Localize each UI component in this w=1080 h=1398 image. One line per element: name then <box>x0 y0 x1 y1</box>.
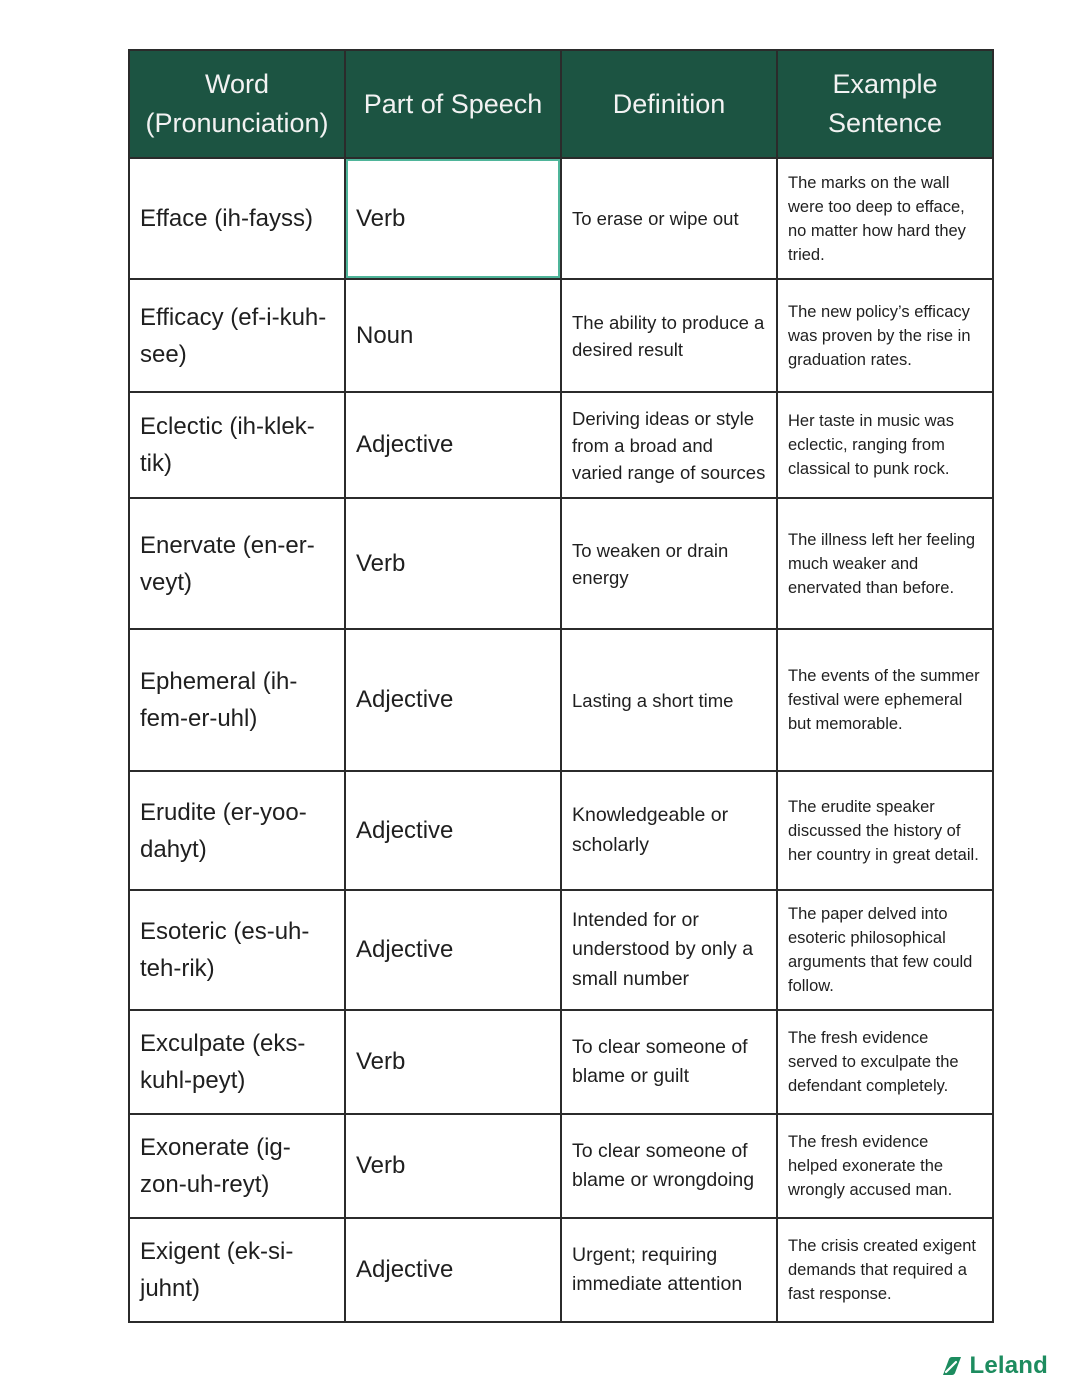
word-cell: Efface (ih-fayss) <box>130 159 344 278</box>
definition-cell: Intended for or understood by only a small number <box>562 891 776 1009</box>
word-cell: Exonerate (ig-zon-uh-reyt) <box>130 1115 344 1217</box>
definition-cell: The ability to produce a desired result <box>562 280 776 391</box>
example-cell: The paper delved into esoteric philosophical arguments that few could follow. <box>778 891 992 1009</box>
table-row <box>130 1011 992 1113</box>
example-cell: The events of the summer festival were ephemeral but memorable. <box>778 630 992 770</box>
example-cell: The crisis created exigent demands that required a fast response. <box>778 1219 992 1321</box>
definition-cell: To weaken or drain energy <box>562 499 776 628</box>
logo-text: Leland <box>969 1352 1048 1379</box>
example-cell: The erudite speaker discussed the history of her country in great detail. <box>778 772 992 889</box>
table-header-row <box>130 51 992 157</box>
table-row <box>130 772 992 889</box>
example-cell: Her taste in music was eclectic, ranging from classical to punk rock. <box>778 393 992 497</box>
table-row <box>130 1219 992 1321</box>
leland-logo[interactable] <box>941 1352 1048 1380</box>
part-of-speech-cell: Verb <box>346 1115 560 1217</box>
word-cell: Erudite (er-yoo-dahyt) <box>130 772 344 889</box>
part-of-speech-cell: Adjective <box>346 393 560 497</box>
word-cell: Eclectic (ih-klek-tik) <box>130 393 344 497</box>
word-cell: Ephemeral (ih-fem-er-uhl) <box>130 630 344 770</box>
part-of-speech-cell: Noun <box>346 280 560 391</box>
table-row <box>130 630 992 770</box>
definition-cell: Deriving ideas or style from a broad and varied range of sources <box>562 393 776 497</box>
definition-cell: To clear someone of blame or guilt <box>562 1011 776 1113</box>
table-row <box>130 499 992 628</box>
word-cell: Exigent (ek-si-juhnt) <box>130 1219 344 1321</box>
definition-cell: To clear someone of blame or wrongdoing <box>562 1115 776 1217</box>
word-cell: Esoteric (es-uh-teh-rik) <box>130 891 344 1009</box>
definition-cell: Lasting a short time <box>562 630 776 770</box>
example-cell: The new policy’s efficacy was proven by the rise in graduation rates. <box>778 280 992 391</box>
word-cell: Efficacy (ef-i-kuh-see) <box>130 280 344 391</box>
part-of-speech-cell: Verb <box>346 1011 560 1113</box>
part-of-speech-cell: Adjective <box>346 630 560 770</box>
part-of-speech-cell: Adjective <box>346 891 560 1009</box>
example-cell: The illness left her feeling much weaker and enervated than before. <box>778 499 992 628</box>
part-of-speech-cell[interactable]: Verb <box>346 159 560 278</box>
definition-cell: Knowledgeable or scholarly <box>562 772 776 889</box>
word-cell: Exculpate (eks-kuhl-peyt) <box>130 1011 344 1113</box>
header-part-of-speech: Part of Speech <box>346 51 560 157</box>
table-row <box>130 280 992 391</box>
table-row <box>130 891 992 1009</box>
part-of-speech-cell: Adjective <box>346 1219 560 1321</box>
table-row <box>130 393 992 497</box>
example-cell: The fresh evidence helped exonerate the wrongly accused man. <box>778 1115 992 1217</box>
example-cell: The fresh evidence served to exculpate the defendant completely. <box>778 1011 992 1113</box>
vocabulary-table <box>128 49 994 1323</box>
word-cell: Enervate (en-er-veyt) <box>130 499 344 628</box>
part-of-speech-cell: Verb <box>346 499 560 628</box>
leland-leaf-icon <box>941 1355 963 1377</box>
definition-cell: To erase or wipe out <box>562 159 776 278</box>
table-row <box>130 1115 992 1217</box>
header-definition: Definition <box>562 51 776 157</box>
header-word: Word (Pronunciation) <box>130 51 344 157</box>
example-cell: The marks on the wall were too deep to efface, no matter how hard they tried. <box>778 159 992 278</box>
table-row <box>130 159 992 278</box>
definition-cell: Urgent; requiring immediate attention <box>562 1219 776 1321</box>
part-of-speech-cell: Adjective <box>346 772 560 889</box>
header-example-sentence: Example Sentence <box>778 51 992 157</box>
